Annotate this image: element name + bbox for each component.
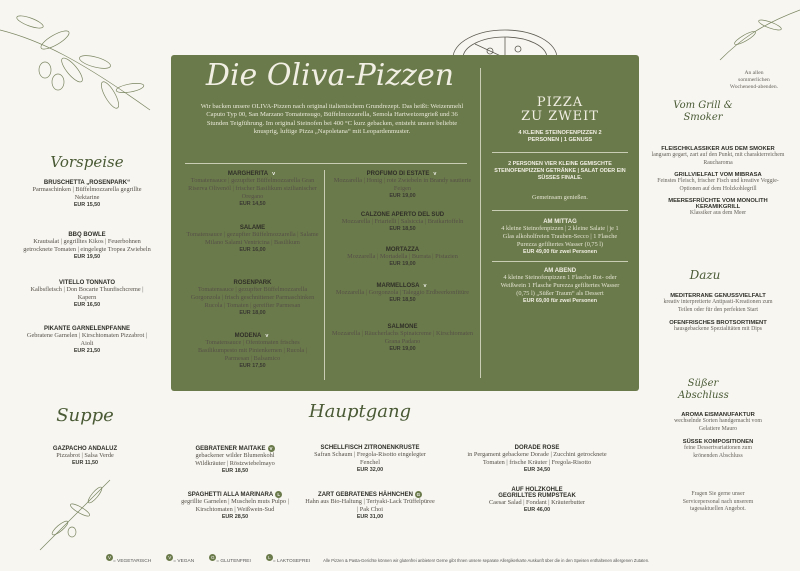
menu-item: [648, 293, 788, 314]
menu-item: [648, 439, 788, 460]
menu-item: [185, 225, 320, 280]
item-price: EUR 14,50: [239, 201, 266, 208]
item-desc: Mozzarella | Räucherlachs Spinatcreme | Kirschtomaten Grana Padano: [331, 330, 474, 345]
item-name: SALMONE: [387, 324, 418, 330]
item-price: EUR 19,50: [73, 254, 101, 260]
menu-item: [22, 232, 152, 280]
pizza-list-right: [330, 170, 475, 374]
item-price: EUR 21,50: [73, 348, 101, 354]
item-desc: Mozzarella | Friarielli | Salsiccia | Bratkartoffeln: [341, 218, 464, 225]
suesser-list: [648, 412, 788, 460]
pizza-list-left: [185, 170, 320, 384]
item-price: EUR 11,50: [71, 460, 99, 466]
menu-item: [180, 445, 290, 491]
item-desc: kreativ interpretierte Antipasti-Kreationen zum Teilen oder für den perfekten Start: [663, 299, 773, 313]
item-name: SPAGHETTI ALLA MARINARA: [187, 492, 274, 499]
hauptgang-col-2: [305, 445, 435, 520]
vegan-icon: V: [168, 555, 172, 560]
item-price: EUR 19,00: [389, 346, 416, 352]
item-price: EUR 16,00: [239, 247, 266, 253]
item-name: GAZPACHO ANDALUZ: [52, 446, 118, 452]
item-name: GRILLVIELFALT VOM MIBRASA: [674, 172, 762, 178]
abend-head: AM ABEND: [543, 268, 577, 274]
hauptgang-col-3: [462, 445, 612, 513]
gluten-free-icon: G: [416, 492, 421, 497]
mittag-price: EUR 49,00 für zwei Personen: [523, 249, 597, 255]
item-desc: Tomatensauce | gezupfter Büffelmozzarella Gran Riserva Olivenöl | frischer Basilikum sizilianischer Oregano: [188, 177, 317, 201]
item-price: EUR 18,00: [239, 310, 266, 316]
vegetarian-icon: V: [265, 333, 269, 338]
item-desc: in Pergament gebackene Dorade | Zucchini getrocknete Tomaten | frische Kräuter | Fregola-Risotto: [467, 451, 607, 466]
item-desc: Mozzarella | Mortadella | Burrata | Pistazien: [347, 253, 458, 260]
abend-desc: 4 kleine Steinofenpizzen 1 Flasche Rot- oder Weißwein 1 Flasche Purezza gefiltertes Wasser (0,75 l) „Süßer Traum“ als Dessert: [500, 274, 620, 297]
menu-item: [330, 212, 475, 247]
lactose-free-icon: L: [275, 491, 282, 498]
item-desc: Tomatensauce | Ofentomaten frisches Basilikumpesto mit Pinienkernen | Rucola | Parmesan | Balsamico: [197, 339, 308, 363]
item-price: EUR 18,50: [221, 468, 249, 475]
zweit-subtitle: 4 KLEINE STEINOFENPIZZEN 2 PERSONEN | 1 GENUSS: [518, 130, 602, 143]
legend-vegan: = VEGAN: [173, 559, 195, 564]
item-name: SCHELLFISCH ZITRONENKRUSTE: [320, 445, 420, 451]
olive-branch-right-illustration: [700, 0, 800, 70]
item-desc: Caesar Salad | Fondant | Kräuterbutter: [488, 499, 586, 506]
menu-item: [330, 282, 475, 324]
item-desc: Tomatensauce | gezupfter Büffelmozzarella Gorgonzola | frisch geschnittener Parmaschinken Rucola | Tomaten | gereifter Parmesan: [190, 286, 315, 309]
menu-item: [22, 326, 152, 354]
item-price: EUR 18,50: [389, 226, 416, 232]
item-desc: Feinstes Fleisch, frischer Fisch und kreative Veggie-Optionen auf dem Holzkohlegrill: [657, 178, 779, 192]
item-desc: Parmaschinken | Büffelmozzarella gegrillte Nektarine: [32, 186, 142, 201]
item-desc: feine Dessertvariationen zum krönenden Abschluss: [684, 445, 752, 459]
vegetarian-icon: V: [433, 171, 437, 176]
vorspeise-list: [22, 180, 152, 354]
item-price: EUR 32,00: [356, 467, 384, 473]
vegan-icon: V: [269, 446, 273, 451]
dazu-list: [648, 293, 788, 334]
allergen-note: Alle Pizzen & Pasta-Gerichte können wir glutenfrei anbieten! Gerne gibt Ihnen unsere separate Allergikerkarte Auskunft über die in den Speisen enthaltenen allergenen Zutaten.: [323, 558, 650, 563]
item-name: GEBRATENER MAITAKE: [195, 446, 266, 453]
suesser-title: Süßer Abschluss: [678, 378, 729, 401]
gluten-free-icon: G: [211, 555, 215, 560]
item-name: VITELLO TONNATO: [58, 280, 115, 286]
item-name: SÜSSE KOMPOSITIONEN: [682, 439, 754, 445]
grill-list: [648, 146, 788, 218]
legend-lactosefree: = LAKTOSEFREI: [272, 559, 311, 564]
vegetarian-icon: V: [107, 555, 111, 560]
item-price: EUR 19,00: [389, 193, 416, 200]
menu-item: [330, 170, 475, 212]
zweit-title: PIZZA ZU ZWEIT: [521, 95, 599, 124]
item-name: MARMELLOSA: [376, 283, 420, 290]
hauptgang-col-1: [180, 445, 290, 520]
menu-item: [330, 247, 475, 282]
legend-glutenfree: = GLUTENFREI: [216, 559, 251, 564]
zweit-package-desc: Gemeinsam genießen.: [532, 194, 588, 201]
item-name: BBQ BOWLE: [68, 232, 106, 238]
abend-price: EUR 69,00 für zwei Personen: [523, 298, 597, 304]
item-desc: wechselnde Sorten handgemacht vom Gelatiere Mauro: [674, 418, 762, 432]
pizza-zu-zweit: [488, 96, 632, 304]
item-name: MEERESFRÜCHTE VOM MONOLITH KERAMIKGRILL: [668, 198, 768, 210]
item-desc: langsam gegart, zart auf den Punkt, mit charakterreichem Raucharoma: [651, 152, 785, 166]
legend-vegetarian: = VEGETARISCH: [113, 559, 152, 564]
menu-item: [305, 491, 435, 520]
hauptgang-title: Hauptgang: [308, 401, 412, 422]
pizza-intro: Wir backen unsere OLIVA-Pizzen nach original italienischem Grundrezept. Das heißt: Weizenmehl Caputo Typ 00, San Marzano Tomatensugo, Büffelmozzarella, Semola Hartweizengrieß und 36 Stunden Teigführung. Im original Steinofen bei 400 °C kurz gebacken, entsteht unsere beliebte knusprig, luftige Pizza „Napoletana“ mit Leopardenmuster.: [200, 103, 464, 136]
item-price: EUR 16,50: [73, 302, 101, 308]
item-price: EUR 17,50: [239, 363, 266, 370]
item-desc: hausgebackene Spezialitäten mit Dips: [673, 326, 763, 332]
item-desc: Mozzarella | Gorgonzola | Taleggio Erdbeerkonfitüre: [335, 289, 470, 297]
item-desc: Krautsalat | gegrilltes Kikos | Feuerbohnen getrocknete Tomaten | eingelegte Tropea Zwiebeln: [23, 238, 151, 253]
mittag-head: AM MITTAG: [543, 219, 577, 225]
menu-item: [648, 172, 788, 193]
mittag-desc: 4 kleine Steinofenpizzen | 2 kleine Salate | je 1 Glas alkoholfreien Trauben-Secco | 1 Flasche Purezza gefiltertes Wasser (0,75 l): [501, 225, 619, 248]
item-desc: Safran Schaum | Fregola-Risotto eingelegter Fenchel: [314, 451, 426, 466]
item-price: EUR 15,50: [73, 202, 101, 208]
item-name: PIKANTE GARNELENPFANNE: [43, 326, 130, 332]
menu-item: [185, 332, 320, 384]
item-desc: Tomatensauce | gezupfter Büffelmozzarella | Salame Milano Salami Ventricina | Basilikum: [186, 231, 319, 246]
legend-bar: [104, 547, 744, 566]
menu-item: [648, 198, 788, 218]
menu-item: [185, 170, 320, 225]
item-name: MORTAZZA: [385, 247, 420, 253]
menu-item: [462, 487, 612, 513]
item-name: AROMA EISMANUFAKTUR: [681, 412, 755, 418]
menu-item: [180, 491, 290, 520]
item-name: BRUSCHETTA „ROSENPARK“: [43, 180, 131, 186]
item-desc: Kalbsfleisch | Don Bocarte Thunfischcreme | Kapern: [30, 286, 144, 301]
menu-item: [462, 445, 612, 487]
item-name: SALAME: [239, 225, 266, 231]
menu-item: [305, 445, 435, 491]
item-desc: Mozzarella | Honig | rote Zwiebeln in Brandy sautierte Feigen: [333, 177, 472, 193]
item-desc: Klassiker aus dem Meer: [689, 210, 747, 216]
menu-item: [648, 412, 788, 433]
item-name: MEDITERRANE GENUSSVIELFALT: [670, 293, 766, 299]
item-price: EUR 46,00: [523, 507, 551, 513]
service-note: Fragen Sie gerne unser Servicepersonal nach unserem tagesaktuellen Angebot.: [682, 491, 754, 512]
menu-item: [22, 180, 152, 232]
item-name: OFENFRISCHES BROTSORTIMENT: [669, 320, 767, 326]
item-name: DORADE ROSE: [514, 445, 560, 451]
item-desc: gebackener wilder Blumenkohl Wildkräuter | Röstzwiebelmayo: [195, 452, 275, 468]
item-name: ROSENPARK: [233, 280, 272, 286]
pizza-title: Die Oliva-Pizzen: [205, 58, 455, 93]
item-name: AUF HOLZKOHLE GEGRILLTES RUMPSTEAK: [498, 487, 576, 499]
menu-item: [185, 280, 320, 332]
item-name: ZART GEBRATENES HÄHNCHEN: [318, 492, 413, 499]
item-desc: Pizzabrot | Salsa Verde: [56, 452, 114, 459]
item-desc: Gebratene Garnelen | Kirschtomaten Pizzabrot | Aioli: [26, 332, 148, 347]
item-name: MODENA: [234, 333, 262, 340]
vegetarian-icon: V: [272, 171, 276, 176]
menu-item: [22, 280, 152, 326]
item-desc: Hahn aus Bio-Haltung | Teriyaki-Lack Trüffelpüree | Pak Choi: [305, 498, 435, 514]
menu-item: [648, 320, 788, 334]
item-price: EUR 18,50: [389, 297, 416, 304]
vorspeise-title: Vorspeise: [50, 153, 124, 171]
item-desc: gegrillte Garnelen | Muscheln muts Pulpo | Kirschtomaten | Weißwein-Sud: [181, 498, 289, 514]
item-price: EUR 28,50: [221, 514, 249, 521]
olive-branch-illustration: [0, 0, 170, 140]
item-price: EUR 34,50: [523, 467, 551, 473]
item-price: EUR 31,00: [356, 514, 384, 521]
item-price: EUR 19,00: [389, 261, 416, 267]
item-name: CALZONE APERTO DEL SUD: [360, 212, 445, 218]
item-name: MARGHERITA: [227, 171, 269, 178]
suppe-title: Suppe: [56, 405, 114, 426]
lactose-free-icon: L: [266, 554, 273, 561]
menu-item: [648, 146, 788, 167]
item-name: PROFUMO DI ESTATE: [366, 171, 430, 178]
vegetarian-icon: V: [423, 283, 427, 288]
grill-side-note: An allen sommerlichen Wochenend-abenden.: [729, 70, 779, 90]
dazu-title: Dazu: [689, 268, 721, 282]
item-name: FLEISCHKLASSIKER AUS DEM SMOKER: [661, 146, 775, 152]
menu-item: [30, 446, 140, 466]
zweit-package-head: 2 PERSONEN VIER KLEINE GEMISCHTE STEINOFENPIZZEN GETRÄNKE | SALAT ODER EIN SÜSSES FINALE.: [494, 161, 626, 181]
grill-title: Vom Grill & Smoker: [673, 100, 733, 123]
menu-item: [330, 324, 475, 374]
